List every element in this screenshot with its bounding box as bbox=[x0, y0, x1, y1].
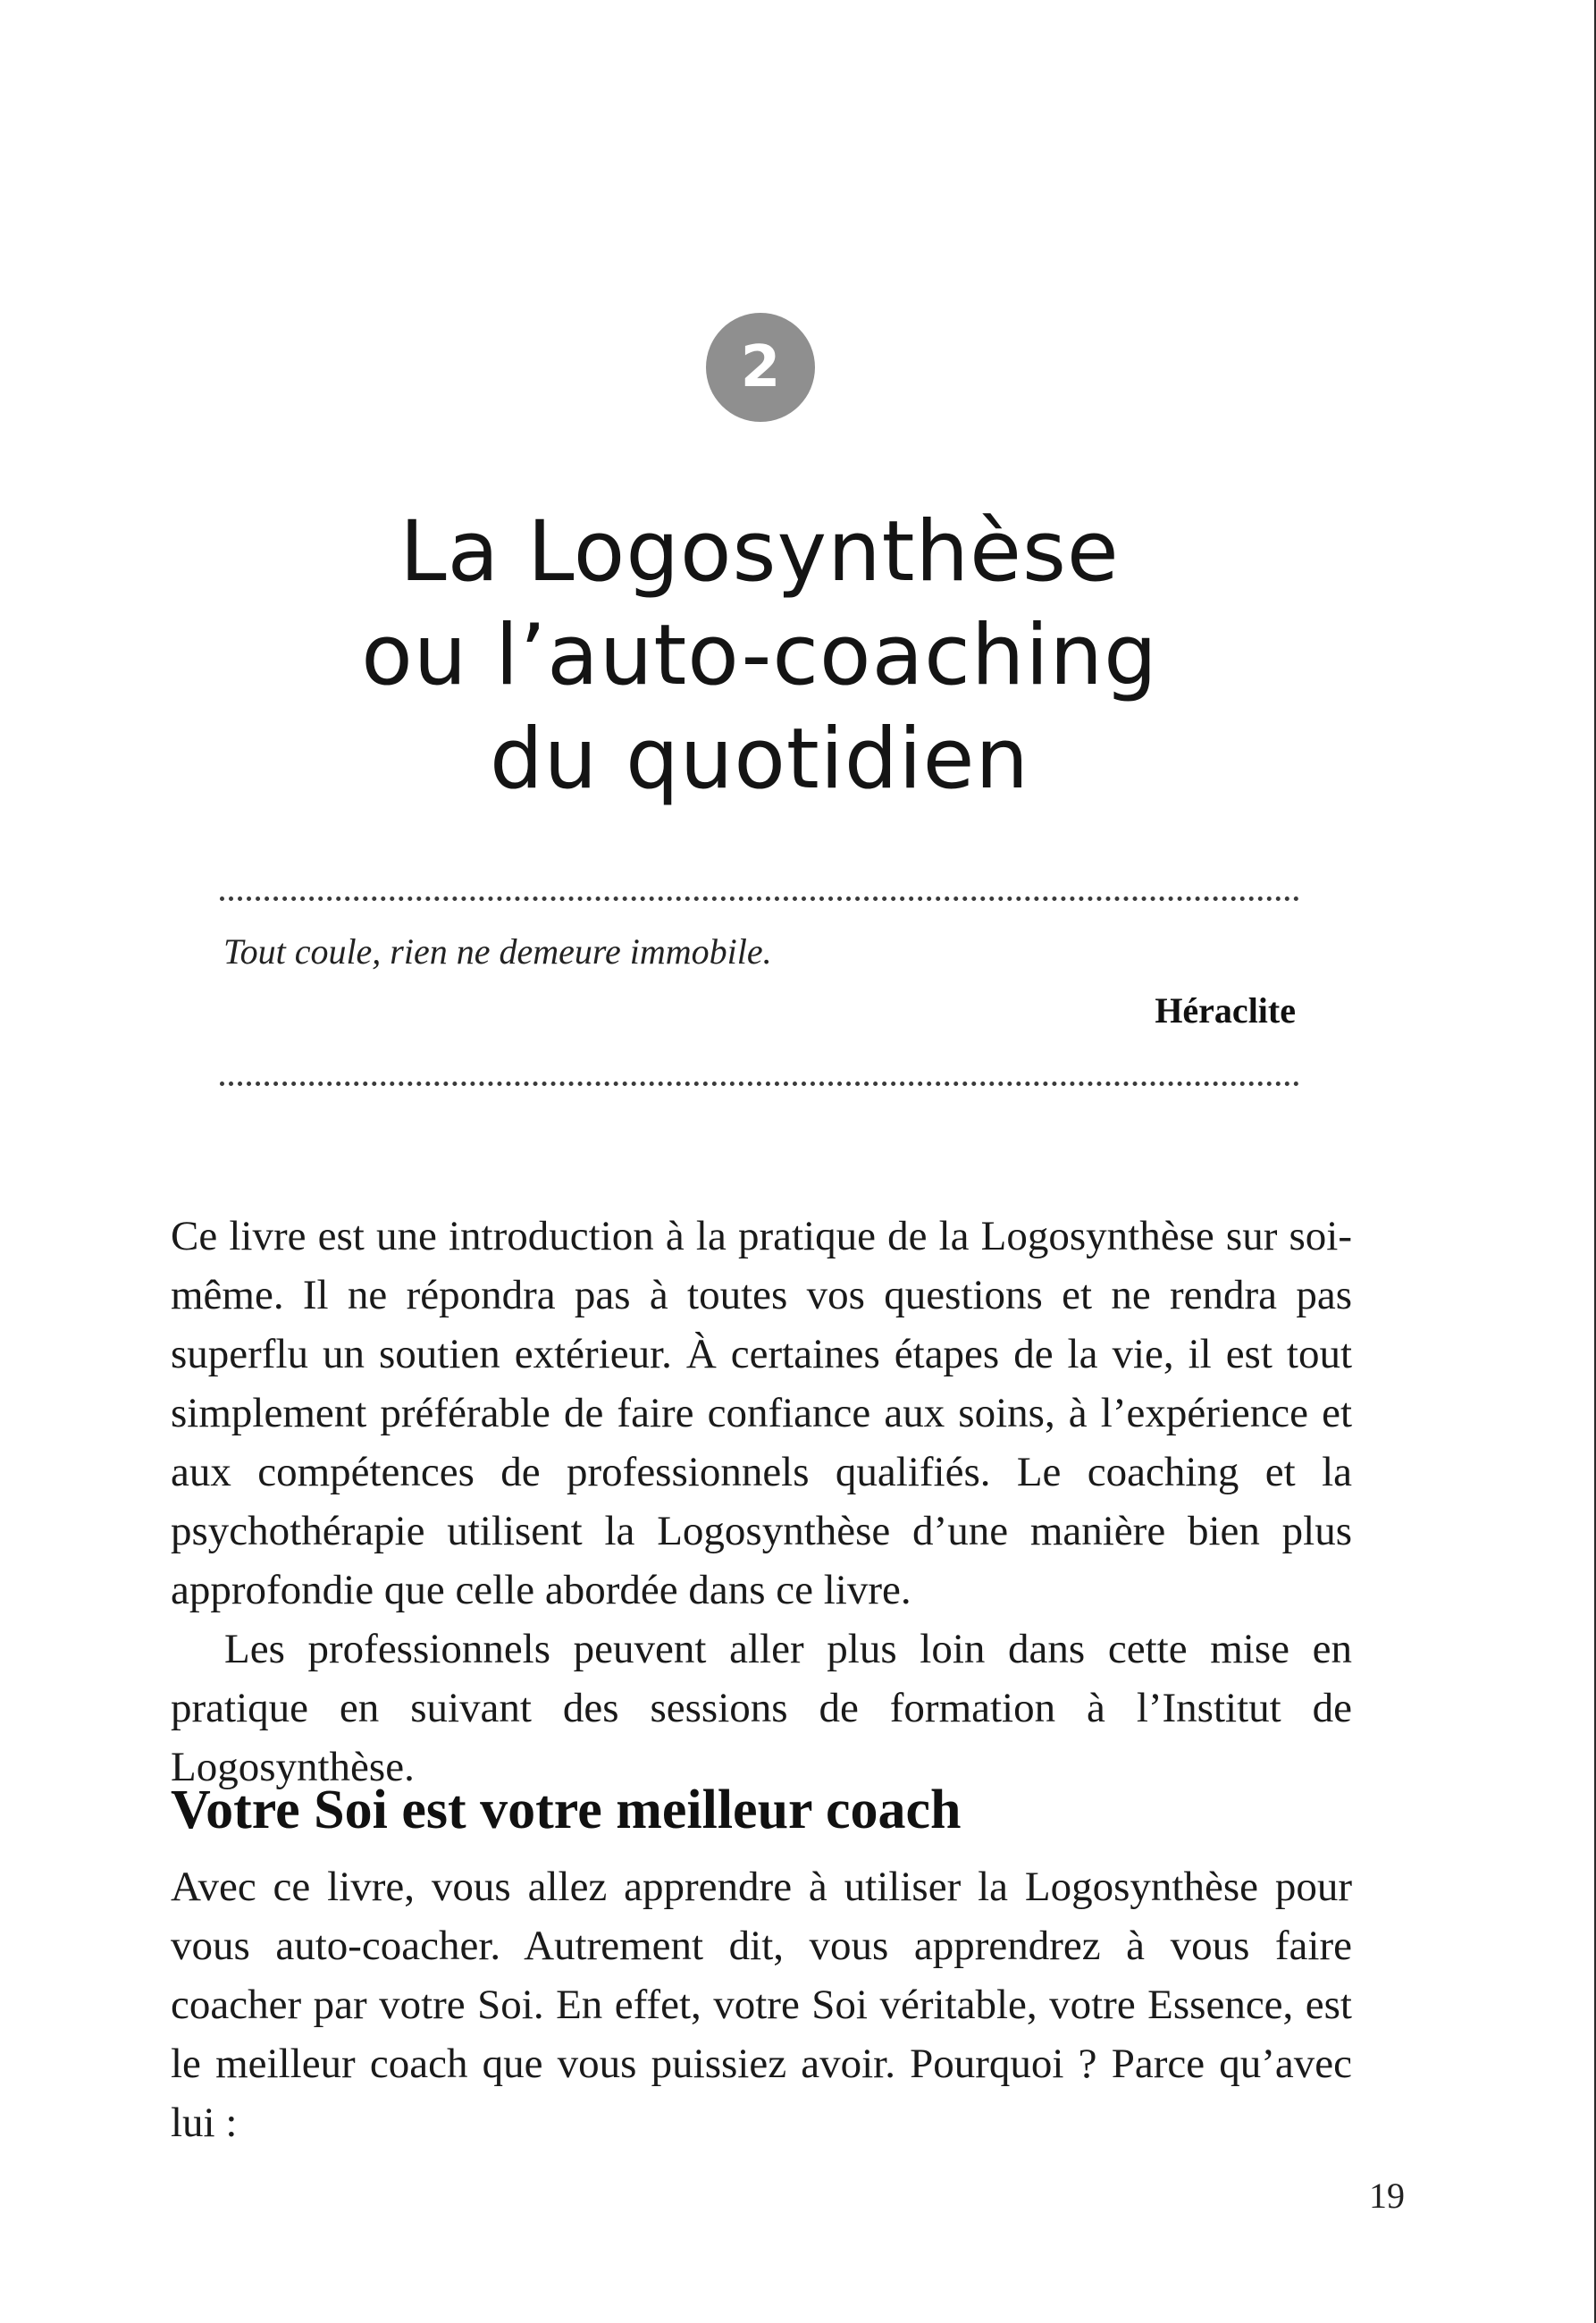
chapter-number-badge bbox=[706, 313, 815, 422]
section-heading: Votre Soi est votre meilleur coach bbox=[171, 1780, 962, 1840]
section-paragraph: Avec ce livre, vous allez apprendre à utiliser la Logosynthèse pour vous auto-coacher. Autrement dit, vous apprendrez à vous faire coacher par votre Soi. En effet, votre Soi véritable, votre Essence, est le meilleur coach que vous puissiez avoir. Pourquoi ? Parce qu’avec lui : bbox=[171, 1864, 1352, 2146]
page-number: 19 bbox=[1369, 2176, 1405, 2216]
epigraph-bottom-divider bbox=[220, 1082, 1299, 1086]
chapter-title-line-3: du quotidien bbox=[489, 711, 1030, 808]
chapter-title-line-2: ou l’auto-coaching bbox=[361, 607, 1158, 704]
chapter-number: 2 bbox=[740, 334, 781, 400]
body-paragraph-1: Ce livre est une introduction à la pratique de la Logosynthèse sur soi-même. Il ne répondra pas à toutes vos questions et ne rendra pas superflu un soutien extérieur. À certaines étapes de la vie, il est tout simplement préférable de faire confiance aux soins, à l’expérience et aux compétences de professionnels qualifiés. Le coaching et la psychothérapie utilisent la Logosynthèse d’une manière bien plus approfondie que celle abordée dans ce livre. bbox=[171, 1213, 1352, 1613]
epigraph-author: Héraclite bbox=[1155, 990, 1296, 1031]
chapter-title bbox=[268, 501, 1251, 812]
epigraph-top-divider bbox=[220, 896, 1299, 901]
epigraph-quote: Tout coule, rien ne demeure immobile. bbox=[223, 931, 772, 972]
chapter-title-line-1: La Logosynthèse bbox=[399, 503, 1120, 601]
body-paragraph-2: Les professionnels peuvent aller plus loin dans cette mise en pratique en suivant des sessions de formation à l’Institut de Logosynthèse. bbox=[171, 1626, 1352, 1790]
